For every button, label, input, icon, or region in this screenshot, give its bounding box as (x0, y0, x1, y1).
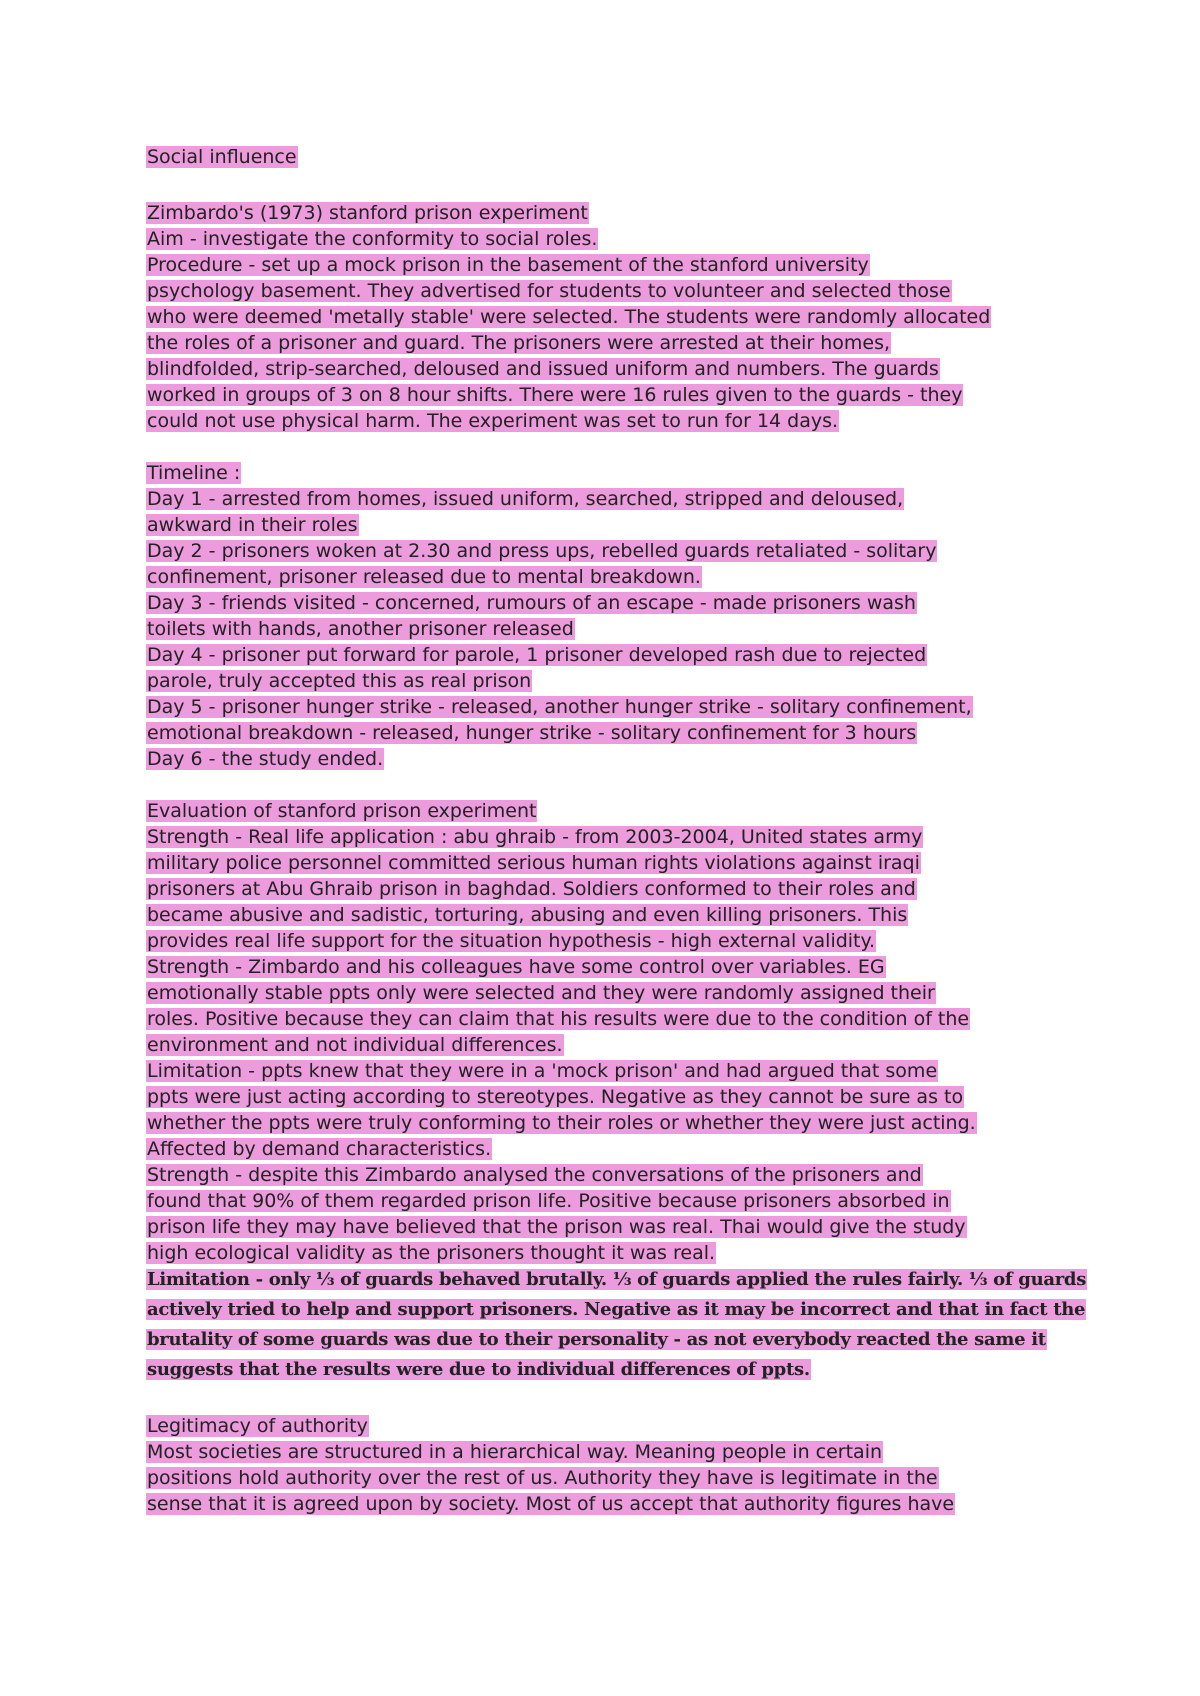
text-line: positions hold authority over the rest of us. Authority they have is legitimate in the (147, 1467, 938, 1489)
text-line: confinement, prisoner released due to mental breakdown. (147, 566, 701, 588)
text-line: whether the ppts were truly conforming to their roles or whether they were just acting. (147, 1112, 976, 1134)
text-line: Aim - investigate the conformity to social roles. (147, 228, 598, 250)
text-line: who were deemed 'metally stable' were selected. The students were randomly allocated (147, 306, 991, 328)
text-line: could not use physical harm. The experiment was set to run for 14 days. (147, 410, 839, 432)
text-line: high ecological validity as the prisoners thought it was real. (147, 1242, 716, 1264)
document-title: Social influence (147, 146, 297, 168)
text-line: found that 90% of them regarded prison life. Positive because prisoners absorbed in (147, 1190, 950, 1212)
text-line: ppts were just acting according to stereotypes. Negative as they cannot be sure as to (147, 1086, 964, 1108)
text-line: sense that it is agreed upon by society. Most of us accept that authority figures have (147, 1493, 955, 1515)
text-line: psychology basement. They advertised for students to volunteer and selected those (147, 280, 951, 302)
text-line: toilets with hands, another prisoner released (147, 618, 574, 640)
text-line: brutality of some guards was due to their personality - as not everybody reacted the same it (147, 1329, 1046, 1350)
text-line: Day 3 - friends visited - concerned, rumours of an escape - made prisoners wash (147, 592, 916, 614)
text-line: Procedure - set up a mock prison in the basement of the stanford university (147, 254, 869, 276)
text-line: roles. Positive because they can claim that his results were due to the condition of the (147, 1008, 970, 1030)
section-heading: Timeline : (147, 462, 241, 484)
text-line: Strength - despite this Zimbardo analysed the conversations of the prisoners and (147, 1164, 922, 1186)
text-line: Limitation - ppts knew that they were in a 'mock prison' and had argued that some (147, 1060, 938, 1082)
text-line: became abusive and sadistic, torturing, abusing and even killing prisoners. This (147, 904, 908, 926)
section-heading: Zimbardo's (1973) stanford prison experiment (147, 202, 588, 224)
text-line: prison life they may have believed that the prison was real. Thai would give the study (147, 1216, 966, 1238)
text-line: the roles of a prisoner and guard. The prisoners were arrested at their homes, (147, 332, 891, 354)
text-line: provides real life support for the situation hypothesis - high external validity. (147, 930, 876, 952)
text-line: military police personnel committed serious human rights violations against iraqi (147, 852, 920, 874)
text-line: blindfolded, strip-searched, deloused and issued uniform and numbers. The guards (147, 358, 939, 380)
text-line: awkward in their roles (147, 514, 358, 536)
text-line: Day 6 - the study ended. (147, 748, 384, 770)
text-line: Strength - Real life application : abu ghraib - from 2003-2004, United states army (147, 826, 923, 848)
text-line: Limitation - only ⅓ of guards behaved brutally. ⅓ of guards applied the rules fairly. ⅓ of guards (147, 1269, 1087, 1290)
text-line: emotional breakdown - released, hunger strike - solitary confinement for 3 hours (147, 722, 917, 744)
text-line: prisoners at Abu Ghraib prison in baghdad. Soldiers conformed to their roles and (147, 878, 916, 900)
text-line: emotionally stable ppts only were selected and they were randomly assigned their (147, 982, 935, 1004)
section-heading: Evaluation of stanford prison experiment (147, 800, 537, 822)
text-line: suggests that the results were due to individual differences of ppts. (147, 1359, 810, 1380)
text-line: environment and not individual differences. (147, 1034, 563, 1056)
text-line: Day 4 - prisoner put forward for parole, 1 prisoner developed rash due to rejected (147, 644, 927, 666)
text-line: actively tried to help and support prisoners. Negative as it may be incorrect and that in fact the (147, 1299, 1086, 1320)
text-line: worked in groups of 3 on 8 hour shifts. There were 16 rules given to the guards - they (147, 384, 963, 406)
text-line: Day 1 - arrested from homes, issued uniform, searched, stripped and deloused, (147, 488, 904, 510)
text-line: Strength - Zimbardo and his colleagues have some control over variables. EG (147, 956, 885, 978)
text-line: Affected by demand characteristics. (147, 1138, 492, 1160)
text-line: parole, truly accepted this as real prison (147, 670, 532, 692)
text-line: Day 2 - prisoners woken at 2.30 and press ups, rebelled guards retaliated - solitary (147, 540, 937, 562)
text-line: Most societies are structured in a hierarchical way. Meaning people in certain (147, 1441, 883, 1463)
text-line: Day 5 - prisoner hunger strike - released, another hunger strike - solitary confinement, (147, 696, 972, 718)
section-heading: Legitimacy of authority (147, 1415, 368, 1437)
